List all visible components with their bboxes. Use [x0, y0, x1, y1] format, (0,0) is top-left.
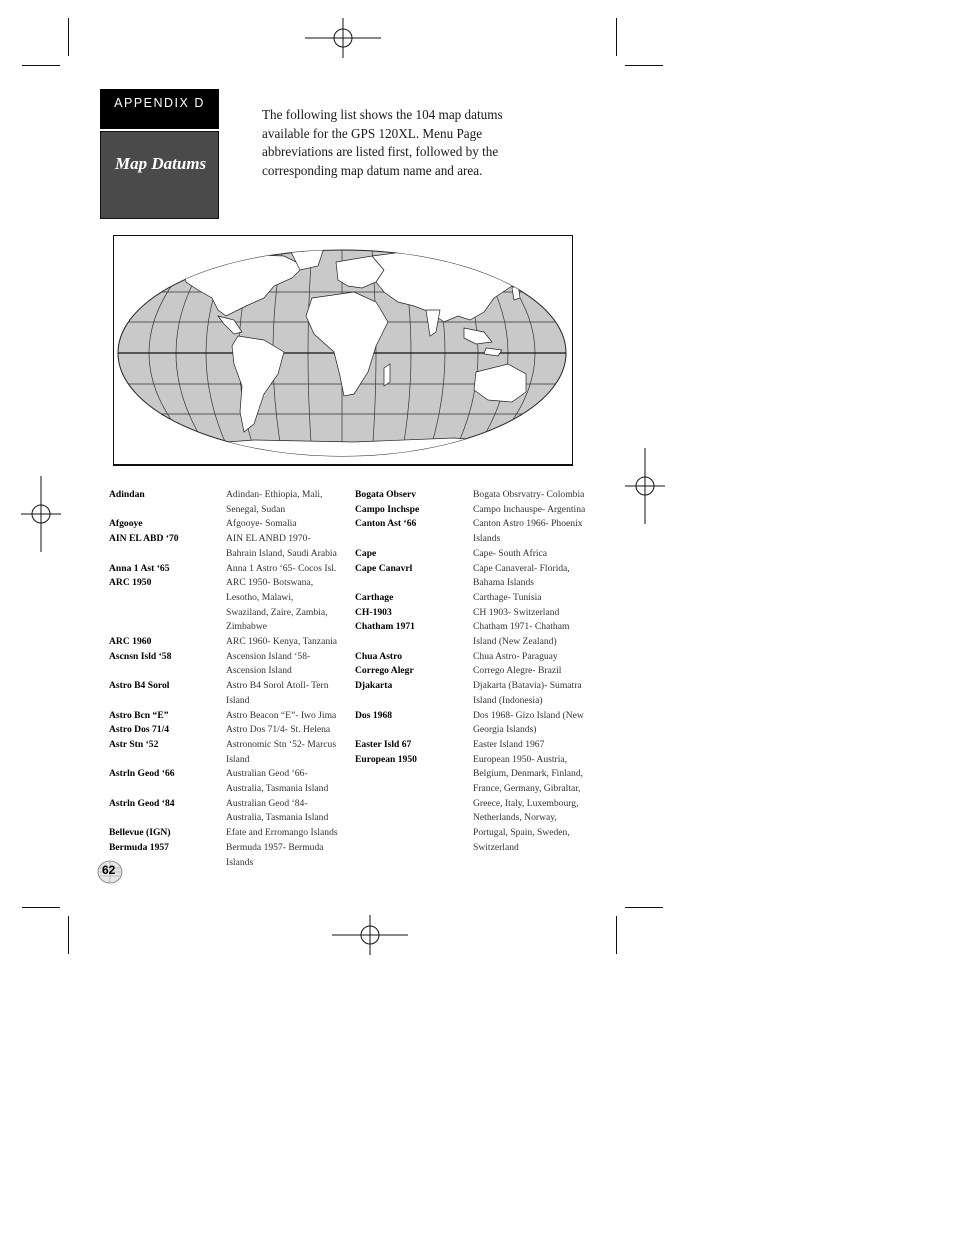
datum-description: Adindan- Ethiopia, Mali, Senegal, Sudan: [226, 489, 323, 515]
datum-entry: [355, 488, 588, 503]
datum-abbreviation: Easter Isld 67: [355, 738, 412, 750]
datum-entry: [109, 841, 338, 870]
datum-description: Astro Dos 71/4- St. Helena: [226, 724, 331, 736]
datum-entry: [109, 738, 338, 767]
datum-entry: [109, 562, 338, 577]
datum-list-left: [109, 488, 338, 870]
datum-description: Canton Astro 1966- Phoenix Islands: [473, 518, 583, 545]
datum-description: Chua Astro- Paraguay: [473, 650, 558, 662]
datum-entry: [355, 547, 588, 562]
datum-entry: [109, 635, 338, 650]
datum-description: Corrego Alegre- Brazil: [473, 665, 562, 677]
crop-mark: [68, 916, 69, 954]
datum-entry: [109, 576, 338, 635]
datum-entry: [355, 562, 588, 591]
datum-entry: [109, 679, 338, 708]
datum-description: Cape Canaveral- Florida, Bahama Islands: [473, 562, 570, 589]
datum-entry: [355, 679, 588, 708]
datum-description: CH 1903- Switzerland: [473, 606, 560, 618]
datum-abbreviation: Campo Inchspe: [355, 503, 420, 515]
datum-description: Anna 1 Astro ‘65- Cocos Isl.: [226, 562, 337, 574]
datum-description: Astronomic Stn ‘52- Marcus Island: [226, 738, 337, 765]
datum-abbreviation: Cape: [355, 547, 377, 559]
datum-description: Easter Island 1967: [473, 738, 545, 750]
datum-description: Djakarta (Batavia)- Sumatra Island (Indonesia): [473, 680, 582, 706]
datum-entry: [355, 738, 588, 753]
datum-abbreviation: Carthage: [355, 591, 394, 603]
datum-description: ARC 1960- Kenya, Tanzania: [226, 636, 338, 648]
datum-list-right: [355, 488, 588, 856]
datum-abbreviation: Canton Ast ‘66: [355, 518, 417, 530]
datum-abbreviation: Astro Bcn “E”: [109, 709, 169, 721]
registration-mark-icon: [332, 915, 408, 955]
datum-description: Ascension Island ‘58- Ascension Island: [226, 650, 311, 677]
datum-abbreviation: Astro B4 Sorol: [109, 680, 170, 692]
datum-description: Astro Beacon “E”- Iwo Jima: [226, 709, 337, 721]
datum-entry: [355, 606, 588, 621]
datum-description: Dos 1968- Gizo Island (New Georgia Islands): [473, 709, 584, 736]
datum-description: Bermuda 1957- Bermuda Islands: [226, 841, 324, 868]
datum-abbreviation: Djakarta: [355, 680, 393, 692]
datum-abbreviation: Astrln Geod ‘84: [109, 797, 175, 809]
datum-abbreviation: Afgooye: [109, 518, 143, 530]
datum-entry: [355, 503, 588, 518]
datum-entry: [355, 709, 588, 738]
datum-abbreviation: AIN EL ABD ‘70: [109, 533, 179, 545]
datum-abbreviation: European 1950: [355, 753, 417, 765]
page-number: 62: [102, 863, 116, 877]
datum-abbreviation: ARC 1960: [109, 636, 152, 648]
datum-entry: [109, 532, 338, 561]
datum-entry: [109, 488, 338, 517]
datum-entry: [109, 797, 338, 826]
crop-mark: [625, 907, 663, 908]
datum-entry: [109, 650, 338, 679]
datum-abbreviation: Bermuda 1957: [109, 841, 169, 853]
datum-entry: [109, 709, 338, 724]
datum-abbreviation: Chua Astro: [355, 650, 403, 662]
datum-description: Australian Geod ‘84- Australia, Tasmania Island: [226, 797, 329, 824]
crop-mark: [616, 18, 617, 56]
datum-entry: [355, 650, 588, 665]
datum-abbreviation: Corrego Alegr: [355, 665, 414, 677]
datum-description: Cape- South Africa: [473, 547, 548, 559]
datum-entry: [355, 753, 588, 856]
datum-abbreviation: CH-1903: [355, 606, 392, 618]
world-map: [113, 235, 573, 466]
datum-description: Efate and Erromango Islands: [226, 827, 338, 839]
section-title: Map Datums: [100, 131, 219, 219]
datum-entry: [109, 517, 338, 532]
datum-abbreviation: Astrln Geod ‘66: [109, 768, 175, 780]
datum-entry: [355, 517, 588, 546]
section-label: APPENDIX D: [100, 89, 219, 129]
datum-abbreviation: Astro Dos 71/4: [109, 724, 170, 736]
intro-paragraph: The following list shows the 104 map datums available for the GPS 120XL. Menu Page abbreviations are listed first, followed by the corresponding map datum name and area.: [262, 107, 503, 178]
datum-abbreviation: Dos 1968: [355, 709, 393, 721]
datum-abbreviation: Adindan: [109, 489, 145, 500]
datum-entry: [109, 767, 338, 796]
crop-mark: [68, 18, 69, 56]
datum-abbreviation: Ascnsn Isld ‘58: [109, 650, 172, 662]
datum-description: Carthage- Tunisia: [473, 591, 542, 603]
datum-description: Bogata Obsrvatry- Colombia: [473, 489, 585, 500]
datum-description: Campo Inchauspe- Argentina: [473, 503, 586, 515]
datum-entry: [355, 591, 588, 606]
datum-description: Astro B4 Sorol Atoll- Tern Island: [226, 680, 329, 706]
datum-abbreviation: Astr Stn ‘52: [109, 738, 159, 750]
datum-entry: [109, 826, 338, 841]
crop-mark: [616, 916, 617, 954]
datum-abbreviation: Bogata Observ: [355, 489, 417, 500]
datum-abbreviation: ARC 1950: [109, 577, 152, 589]
crop-mark: [625, 65, 663, 66]
datum-abbreviation: Bellevue (IGN): [109, 827, 171, 839]
crop-mark: [22, 907, 60, 908]
datum-entry: [109, 723, 338, 738]
datum-description: Afgooye- Somalia: [226, 518, 297, 530]
datum-description: Chatham 1971- Chatham Island (New Zealand): [473, 621, 570, 648]
registration-mark-icon: [305, 18, 381, 58]
datum-abbreviation: Chatham 1971: [355, 621, 415, 633]
datum-entry: [355, 664, 588, 679]
registration-mark-icon: [625, 448, 665, 524]
datum-description: AIN EL ANBD 1970- Bahrain Island, Saudi Arabia: [226, 533, 337, 559]
datum-entry: [355, 620, 588, 649]
crop-mark: [22, 65, 60, 66]
page-number-badge: [96, 859, 124, 885]
datum-description: ARC 1950- Botswana, Lesotho, Malawi, Swaziland, Zaire, Zambia, Zimbabwe: [226, 577, 328, 633]
datum-description: Australian Geod ‘66- Australia, Tasmania Island: [226, 768, 329, 795]
datum-description: European 1950- Austria, Belgium, Denmark, Finland, France, Germany, Gibraltar, Greece, Italy, Luxembourg, Netherlands, Norway, Portugal, Spain, Sweden, Switzerland: [473, 753, 584, 853]
registration-mark-icon: [21, 476, 61, 552]
world-map-icon: [114, 236, 572, 464]
datum-abbreviation: Anna 1 Ast ‘65: [109, 562, 170, 574]
datum-abbreviation: Cape Canavrl: [355, 562, 413, 574]
